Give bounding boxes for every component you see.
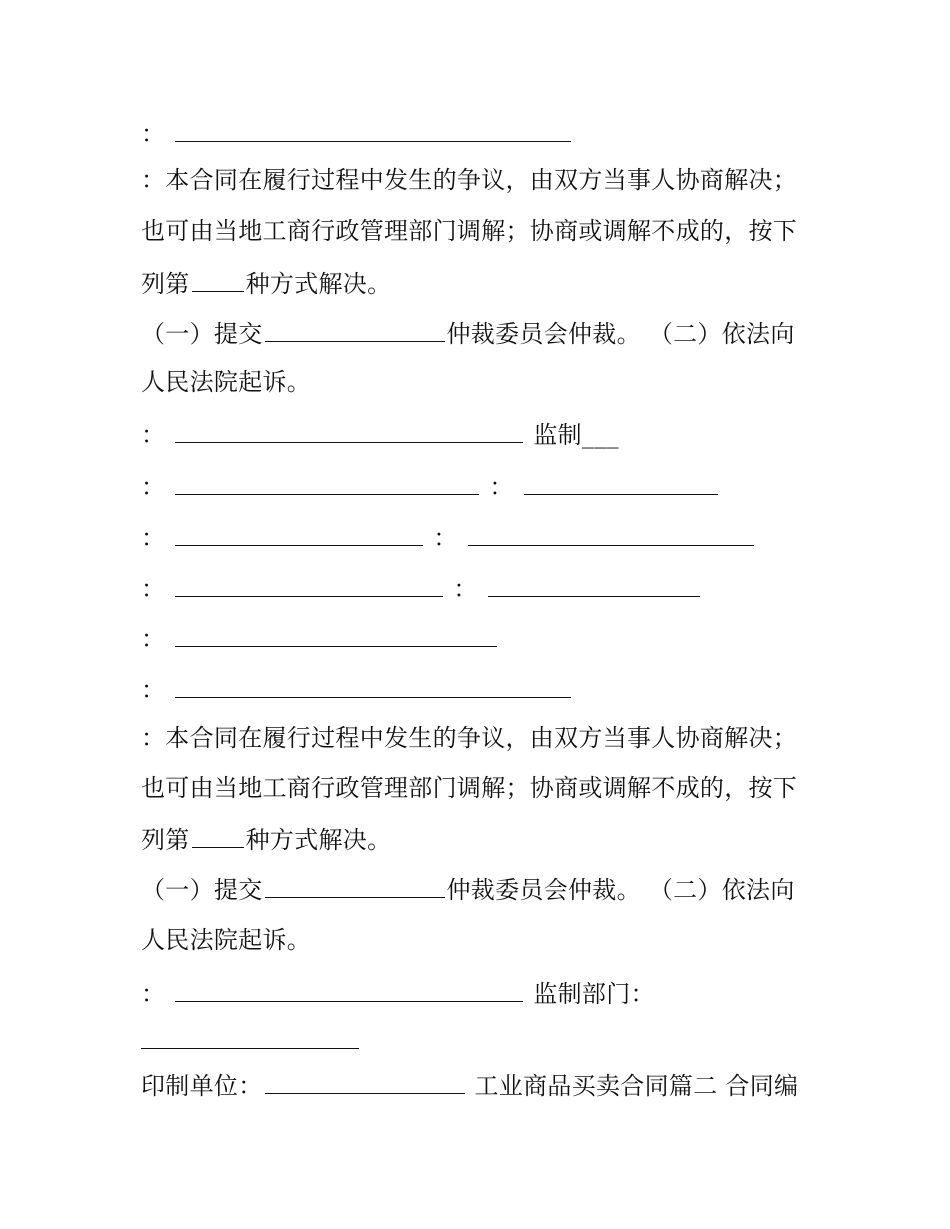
dispute-clause-line-1: ：本合同在履行过程中发生的争议，由双方当事人协商解决； bbox=[141, 724, 798, 752]
printer-label: 印制单位： bbox=[141, 1072, 263, 1100]
blank-field bbox=[175, 414, 523, 443]
option-1-suffix: 仲裁委员会仲裁。 （二）依法向 bbox=[446, 876, 795, 904]
method-blank bbox=[192, 819, 244, 848]
blank-field bbox=[524, 466, 718, 495]
method-blank bbox=[192, 263, 244, 292]
option-1-suffix: 仲裁委员会仲裁。 （二）依法向 bbox=[446, 320, 795, 348]
supervise-dept-label: 监制部门： bbox=[533, 980, 655, 1008]
supervise-label: 监制___ bbox=[533, 421, 619, 449]
court-line: 人民法院起诉。 bbox=[141, 368, 312, 396]
dispute-clause-line-1: ：本合同在履行过程中发生的争议，由双方当事人协商解决； bbox=[141, 166, 798, 194]
field-pair-line bbox=[141, 466, 720, 506]
field-line bbox=[141, 618, 499, 658]
colon-label: ： bbox=[453, 575, 478, 603]
colon-label: ： bbox=[489, 473, 514, 501]
blank-field bbox=[175, 973, 523, 1002]
blank-field bbox=[468, 517, 754, 546]
next-section-title: 工业商品买卖合同篇二 合同编 bbox=[474, 1072, 799, 1100]
colon-label: ： bbox=[141, 676, 166, 704]
method-prefix: 列第 bbox=[141, 270, 190, 298]
field-pair-line bbox=[141, 517, 756, 557]
method-prefix: 列第 bbox=[141, 826, 190, 854]
method-line bbox=[141, 819, 391, 859]
court-line: 人民法院起诉。 bbox=[141, 926, 312, 954]
colon-label: ： bbox=[141, 575, 166, 603]
option-1-prefix: （一）提交 bbox=[141, 320, 263, 348]
colon-label: ： bbox=[141, 524, 166, 552]
colon-label: ： bbox=[141, 980, 166, 1008]
colon-label: ： bbox=[141, 421, 166, 449]
colon-label: ： bbox=[141, 120, 166, 148]
printer-blank bbox=[265, 1065, 465, 1094]
option-line bbox=[141, 313, 795, 353]
dispute-clause-line-2: 也可由当地工商行政管理部门调解；协商或调解不成的，按下 bbox=[141, 774, 798, 802]
field-line bbox=[141, 669, 573, 709]
blank-field bbox=[175, 466, 479, 495]
blank-field bbox=[175, 669, 571, 698]
option-1-prefix: （一）提交 bbox=[141, 876, 263, 904]
supervise-line bbox=[141, 414, 619, 454]
arbitration-blank bbox=[265, 313, 445, 342]
method-suffix: 种方式解决。 bbox=[245, 270, 392, 298]
option-line bbox=[141, 869, 795, 909]
blank-line bbox=[141, 1020, 361, 1060]
blank-field bbox=[141, 1020, 359, 1049]
field-pair-line bbox=[141, 568, 702, 608]
colon-label: ： bbox=[141, 473, 166, 501]
blank-field bbox=[175, 618, 497, 647]
method-suffix: 种方式解决。 bbox=[245, 826, 392, 854]
method-line bbox=[141, 263, 391, 303]
field-line bbox=[141, 113, 573, 153]
supervise-dept-line bbox=[141, 973, 655, 1013]
blank-field bbox=[175, 113, 571, 142]
blank-field bbox=[175, 568, 443, 597]
arbitration-blank bbox=[265, 869, 445, 898]
printer-line bbox=[141, 1065, 798, 1105]
blank-field bbox=[175, 517, 423, 546]
blank-field bbox=[488, 568, 700, 597]
colon-label: ： bbox=[141, 625, 166, 653]
dispute-clause-line-2: 也可由当地工商行政管理部门调解；协商或调解不成的，按下 bbox=[141, 217, 798, 245]
colon-label: ： bbox=[433, 524, 458, 552]
